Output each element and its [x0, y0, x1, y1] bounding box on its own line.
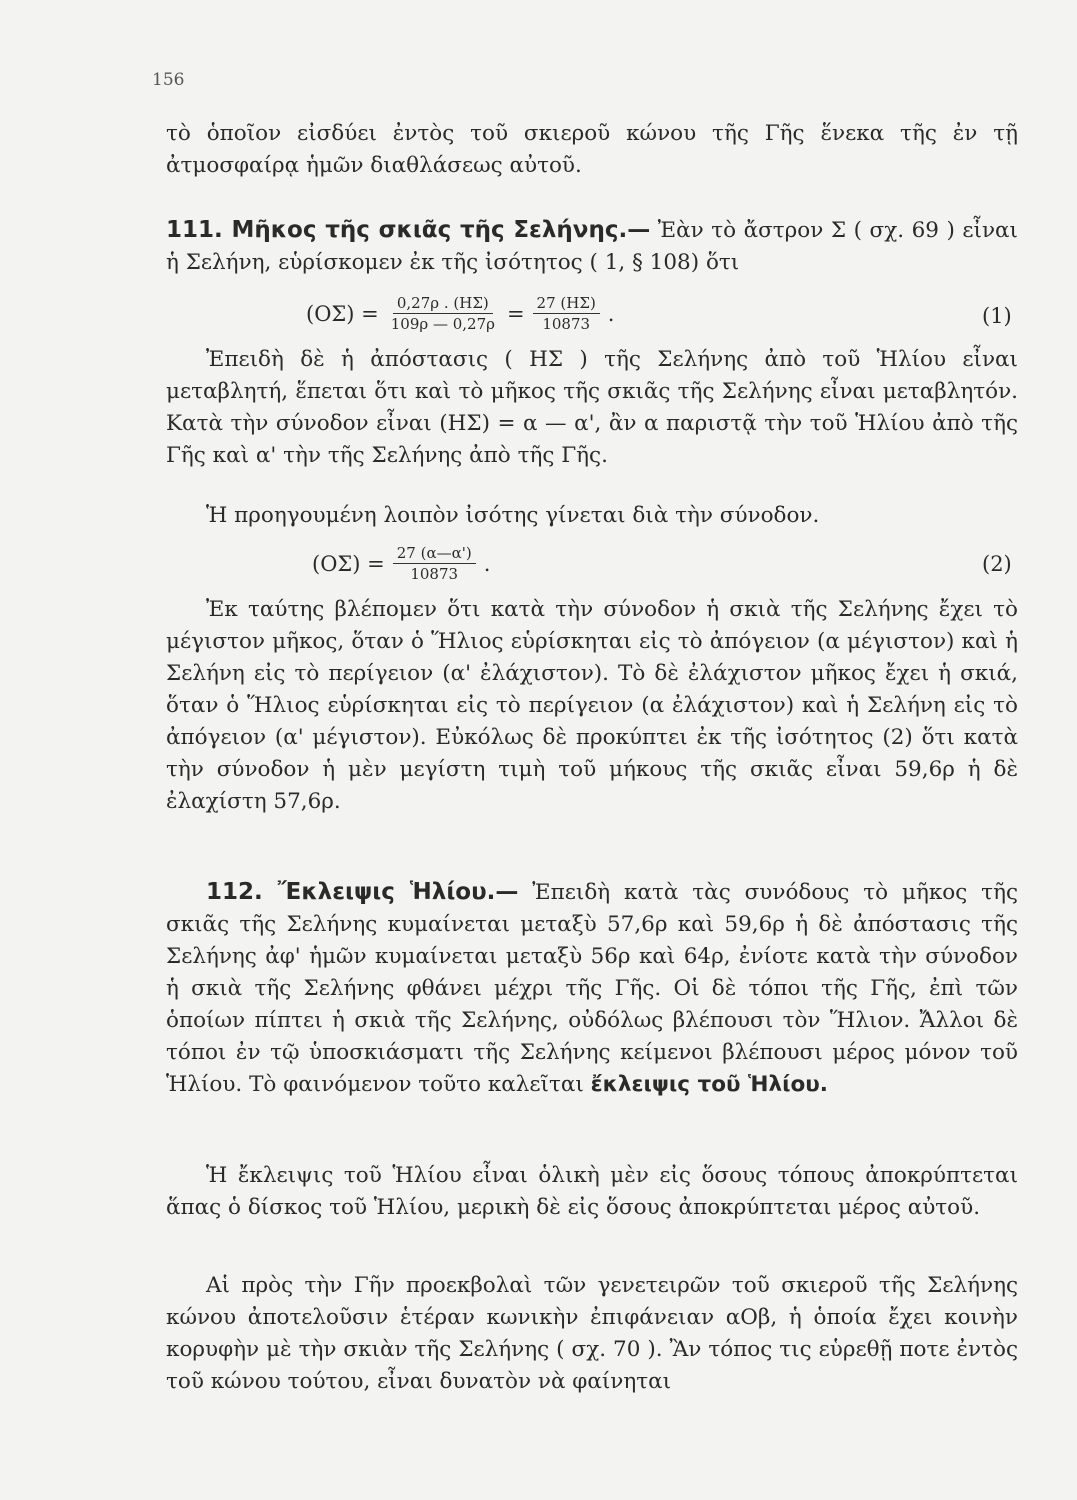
page-number: 156: [152, 70, 185, 90]
section-112-heading: 112. Ἔκλειψις Ἡλίου.—: [206, 879, 519, 905]
eq1-fraction-2: [533, 294, 600, 333]
eq1-dot: .: [607, 301, 615, 326]
eq2-numerator: 27 (α—α'): [393, 544, 476, 564]
eq1-f1-numerator: 0,27ρ . (ΗΣ): [393, 294, 493, 314]
paragraph-ek-tautis: Ἐκ ταύτης βλέπομεν ὅτι κατὰ τὴν σύνοδον ἡ σκιὰ τῆς Σελήνης ἔχει τὸ μέγιστον μῆκος, ὅταν ὁ Ἥλιος εὑρίσκηται εἰς τὸ ἀπόγειον (α μέγιστον) καὶ ἡ Σελήνη εἰς τὸ περίγειον (α' ἐλάχιστον). Τὸ δὲ ἐλάχιστον μῆκος ἔχει ἡ σκιά, ὅταν ὁ Ἥλιος εὑρίσκηται εἰς τὸ περίγειον (α ἐλάχιστον) καὶ ἡ Σελήνη εἰς τὸ ἀπόγειον (α' μέγιστον). Εὐκόλως δὲ προκύπτει ἐκ τῆς ἰσότητος (2) ὅτι κατὰ τὴν σύνοδον ἡ μὲν μεγίστη τιμὴ τοῦ μήκους τῆς σκιᾶς εἶναι 59,6ρ ἡ δὲ ἐλαχίστη 57,6ρ.: [166, 597, 1018, 814]
eq1-f2-numerator: 27 (ΗΣ): [533, 294, 600, 314]
eq1-fraction-1: [387, 294, 499, 333]
paragraph-ekleipsis: Ἡ ἔκλειψις τοῦ Ἡλίου εἶναι ὁλικὴ μὲν εἰς ὅσους τόπους ἀποκρύπτεται ἅπας ὁ δίσκος τοῦ Ἡλίου, μερικὴ δὲ εἰς ὅσους ἀποκρύπτεται μέρος αὐτοῦ.: [166, 1163, 1018, 1220]
paragraph-intro: τὸ ὁποῖον εἰσδύει ἐντὸς τοῦ σκιεροῦ κώνου τῆς Γῆς ἕνεκα τῆς ἐν τῇ ἀτμοσφαίρᾳ ἡμῶν διαθλάσεως αὐτοῦ.: [166, 121, 1018, 178]
section-112-term: ἔκλειψις τοῦ Ἡλίου.: [590, 1072, 828, 1097]
paragraph-ai-pros: Αἱ πρὸς τὴν Γῆν προεκβολαὶ τῶν γενετειρῶν τοῦ σκιεροῦ τῆς Σελήνης κώνου ἀποτελοῦσιν ἑτέραν κωνικὴν ἐπιφάνειαν αΟβ, ἡ ὁποία ἔχει κοινὴν κορυφὴν μὲ τὴν σκιὰν τῆς Σελήνης ( σχ. 70 ). Ἂν τόπος τις εὑρεθῇ ποτε ἐντὸς τοῦ κώνου τούτου, εἶναι δυνατὸν νὰ φαίνηται: [166, 1273, 1018, 1394]
equation-2-number: (2): [982, 552, 1012, 576]
eq1-f2-denominator: 10873: [542, 315, 591, 333]
section-112: [166, 876, 1018, 1101]
eq2-denominator: 10873: [410, 565, 459, 583]
section-111-heading: 111. Μῆκος τῆς σκιᾶς τῆς Σελήνης.—: [166, 217, 651, 243]
equation-2: [312, 544, 490, 583]
section-111: [166, 214, 1018, 279]
section-112-text: Ἐπειδὴ κατὰ τὰς συνόδους τὸ μῆκος τῆς σκιᾶς τῆς Σελήνης κυμαίνεται μεταξὺ 57,6ρ καὶ 59,6ρ ἡ δὲ ἀπόστασις τῆς Σελήνης ἀφ' ἡμῶν κυμαίνεται μεταξὺ 56ρ καὶ 64ρ, ἐνίοτε κατὰ τὴν σύνοδον ἡ σκιὰ τῆς Σελήνης φθάνει μέχρι τῆς Γῆς. Οἱ δὲ τόποι τῆς Γῆς, ἐπὶ τῶν ὁποίων πίπτει ἡ σκιὰ τῆς Σελήνης, οὐδόλως βλέπουσι τὸν Ἥλιον. Ἄλλοι δὲ τόποι ἐν τῷ ὑποσκιάσματι τῆς Σελήνης κείμενοι βλέπουσι μέρος μόνον τοῦ Ἡλίου. Τὸ φαινόμενον τοῦτο καλεῖται: [166, 880, 1018, 1097]
eq2-lhs: (ΟΣ) =: [312, 551, 385, 576]
eq1-f1-denominator: 109ρ — 0,27ρ: [390, 315, 495, 333]
section-111-text: Ἐὰν τὸ ἄστρον Σ ( σχ. 69 ) εἶναι ἡ Σελήνη, εὑρίσκομεν ἐκ τῆς ἰσότητος ( 1, § 108) ὅτι: [166, 218, 1018, 275]
paragraph-proigoumeni: Ἡ προηγουμένη λοιπὸν ἰσότης γίνεται διὰ τὴν σύνοδον.: [206, 503, 820, 528]
paragraph-epeidi: Ἐπειδὴ δὲ ἡ ἀπόστασις ( ΗΣ ) τῆς Σελήνης ἀπὸ τοῦ Ἡλίου εἶναι μεταβλητή, ἕπεται ὅτι καὶ τὸ μῆκος τῆς σκιᾶς τῆς Σελήνης εἶναι μεταβλητόν. Κατὰ τὴν σύνοδον εἶναι (ΗΣ) = α — α', ἂν α παριστᾷ τὴν τοῦ Ἡλίου ἀπὸ τῆς Γῆς καὶ α' τὴν τῆς Σελήνης ἀπὸ τῆς Γῆς.: [166, 347, 1018, 468]
eq2-dot: .: [483, 551, 491, 576]
equation-1: [306, 294, 614, 333]
eq1-equals: =: [506, 301, 525, 326]
eq2-fraction: [393, 544, 476, 583]
eq1-lhs: (ΟΣ) =: [306, 301, 379, 326]
equation-1-number: (1): [982, 304, 1012, 328]
